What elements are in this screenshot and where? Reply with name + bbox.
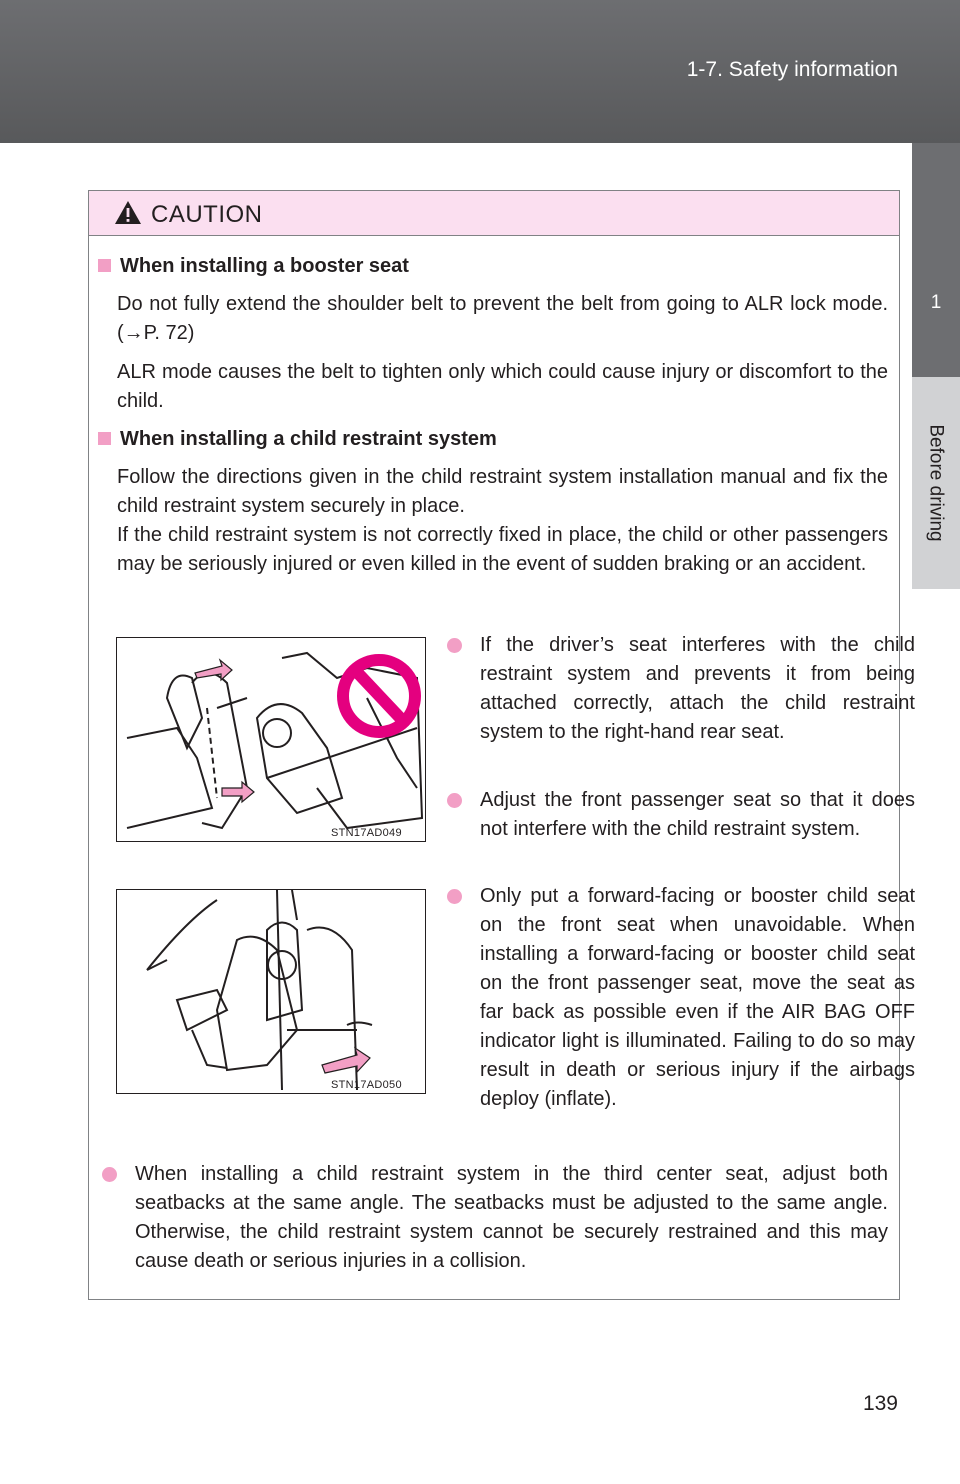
caution-header: [89, 191, 899, 236]
paragraph: If the child restraint system is not correctly fixed in place, the child or other passengers may be seriously injured or even killed in the event of sudden braking or an accident.: [117, 524, 888, 575]
paragraph: ALR mode causes the belt to tighten only which could cause injury or discomfort to the child.: [117, 361, 888, 412]
square-bullet-icon: [98, 259, 111, 272]
chapter-tab: [912, 143, 960, 377]
square-bullet-icon: [98, 432, 111, 445]
circle-bullet-icon: [102, 1167, 117, 1182]
list-item: If the driver’s seat interferes with the child restraint system and prevents it from being attached correctly, attach the child restraint system to the right-hand rear seat.: [447, 631, 915, 747]
circle-bullet-icon: [447, 793, 462, 808]
figure-code: STN17AD049: [331, 827, 402, 839]
figure-code: STN17AD050: [331, 1079, 402, 1091]
paragraph: Do not fully extend the shoulder belt to prevent the belt from going to ALR lock mode. (→P. 72): [117, 293, 888, 344]
list-item: Adjust the front passenger seat so that it does not interfere with the child restraint system.: [447, 786, 915, 844]
illustration-rear-seat: [116, 637, 426, 842]
warning-triangle-icon: [114, 200, 142, 225]
list-item: Only put a forward-facing or booster child seat on the front seat when unavoidable. When installing a forward-facing or booster child seat on the front passenger seat, move the seat as far back as possible even if the AIR BAG OFF indicator light is illuminated. Failing to do so may result in death or serious injury if the airbags deploy (inflate).: [447, 882, 915, 1114]
illustration-front-seat: [116, 889, 426, 1094]
section-title: 1-7. Safety information: [686, 58, 898, 81]
paragraph: Follow the directions given in the child restraint system installation manual and fix the child restraint system securely in place.: [117, 466, 888, 517]
front-seat-booster-drawing: [117, 890, 425, 1093]
chapter-label-wrap: [912, 377, 960, 589]
list-item: When installing a child restraint system in the third center seat, adjust both seatbacks at the same angle. The seatbacks must be adjusted to the same angle. Otherwise, the child restraint system cannot be securely restrained and this may cause death or serious injuries in a collision.: [102, 1160, 888, 1276]
seat-interference-drawing: [117, 638, 425, 841]
section-heading-child-restraint: When installing a child restraint system: [98, 428, 497, 451]
page-number: 139: [862, 1392, 898, 1415]
circle-bullet-icon: [447, 638, 462, 653]
section-heading-booster: When installing a booster seat: [98, 255, 409, 278]
chapter-label: Before driving: [926, 424, 948, 542]
caution-title: CAUTION: [151, 201, 263, 228]
circle-bullet-icon: [447, 889, 462, 904]
chapter-number: 1: [930, 292, 942, 313]
